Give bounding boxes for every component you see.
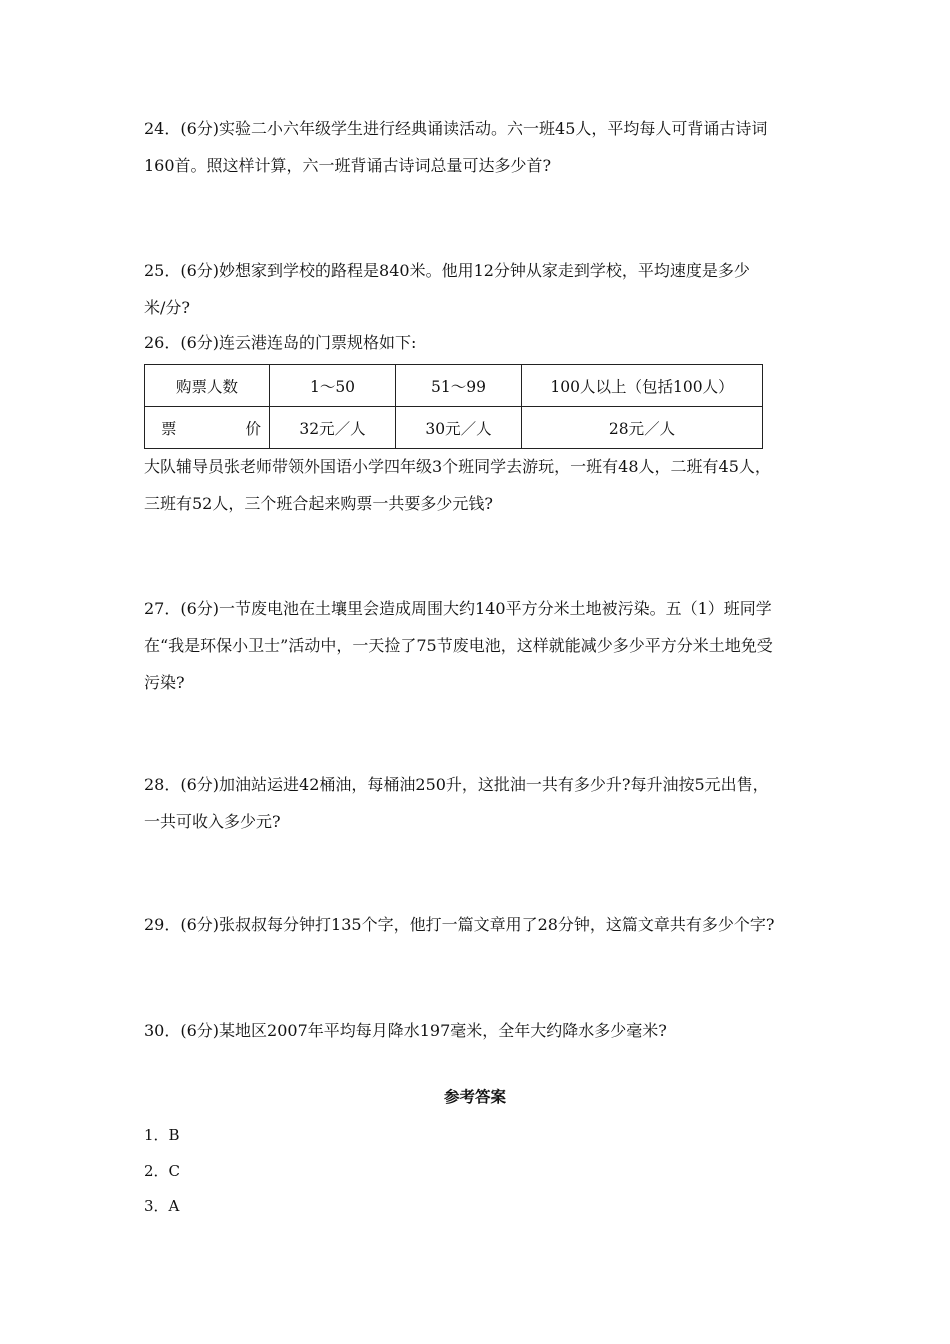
question-26-intro [144, 324, 812, 361]
answers-title: 参考答案 [443, 1088, 506, 1106]
question-30 [144, 1012, 812, 1049]
question-27-line-1: 27．(6分)一节废电池在土壤里会造成周围大约140平方分米土地被污染。五（1）班同学 [144, 599, 772, 618]
table-cell-people-label: 购票人数 [145, 365, 270, 407]
answer-item-2: 2．C [144, 1162, 181, 1180]
table-cell-range-1: 1～50 [270, 365, 396, 407]
question-26-line-1: 大队辅导员张老师带领外国语小学四年级3个班同学去游玩，一班有48人，二班有45人， [144, 457, 771, 476]
question-24-line-1: 24．(6分)实验二小六年级学生进行经典诵读活动。六一班45人，平均每人可背诵古诗词 [144, 119, 768, 138]
question-29-line-1: 29．(6分)张叔叔每分钟打135个字，他打一篇文章用了28分钟，这篇文章共有多少个字? [144, 915, 775, 934]
question-26-line-2: 三班有52人，三个班合起来购票一共要多少元钱? [144, 494, 493, 513]
question-27 [144, 590, 812, 701]
table-cell-range-3: 100人以上（包括100人） [522, 365, 763, 407]
question-28-line-1: 28．(6分)加油站运进42桶油，每桶油250升，这批油一共有多少升?每升油按5元出售， [144, 775, 769, 794]
table-cell-price-3: 28元／人 [522, 407, 763, 449]
ticket-price-table [144, 364, 763, 449]
price-label-right: 价 [245, 419, 261, 438]
question-29 [144, 906, 812, 943]
table-cell-range-2: 51～99 [396, 365, 522, 407]
question-25-line-1: 25．(6分)妙想家到学校的路程是840米。他用12分钟从家走到学校，平均速度是多少 [144, 261, 750, 280]
question-28 [144, 766, 812, 840]
table-cell-price-label [145, 407, 270, 449]
answer-item-3: 3．A [144, 1197, 180, 1215]
question-24-line-2: 160首。照这样计算，六一班背诵古诗词总量可达多少首? [144, 156, 552, 175]
answer-item-1: 1．B [144, 1126, 180, 1144]
question-27-line-2: 在“我是环保小卫士”活动中，一天捡了75节废电池，这样就能减少多少平方分米土地免受 [144, 636, 773, 655]
question-24 [144, 110, 812, 184]
question-25 [144, 252, 812, 326]
question-25-line-2: 米/分? [144, 298, 190, 317]
question-26 [144, 448, 812, 522]
question-28-line-2: 一共可收入多少元? [144, 812, 281, 831]
table-cell-price-2: 30元／人 [396, 407, 522, 449]
question-30-line-1: 30．(6分)某地区2007年平均每月降水197毫米，全年大约降水多少毫米? [144, 1021, 667, 1040]
table-header-row [145, 365, 763, 407]
table-cell-price-1: 32元／人 [270, 407, 396, 449]
table-price-row [145, 407, 763, 449]
price-label-left: 票 [161, 419, 177, 438]
question-27-line-3: 污染? [144, 673, 185, 692]
question-26-intro-text: 26．(6分)连云港连岛的门票规格如下: [144, 333, 417, 352]
